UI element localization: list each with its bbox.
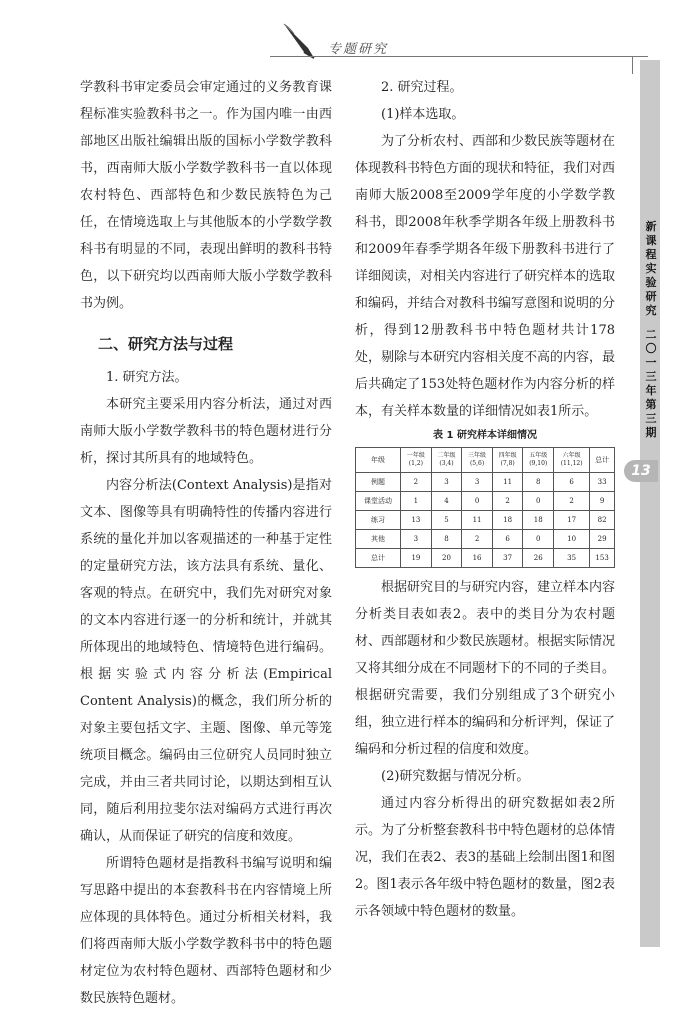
- table-cell: 10: [554, 530, 590, 549]
- table-cell: 0: [523, 530, 554, 549]
- subsection-heading: 1. 研究方法。: [106, 370, 188, 385]
- issue-char: 第: [645, 398, 657, 411]
- table-cell: 33: [590, 473, 615, 492]
- table-caption: 表 1 研究样本详细情况: [433, 430, 537, 441]
- journal-char: 新: [645, 220, 657, 233]
- issue-char: 〇: [645, 342, 657, 355]
- paragraph: 为了分析农村、西部和少数民族等题材在体现教科书特色方面的现状和特征，我们对西南师大版2008至2009学年度的小学数学教科书，即2008年秋季学期各年级上册教科书和2009年春季学期各年级下册教科书进行了详细阅读，对相关内容进行了研究样本的选取和编码，并结合对教科书编写意图和说明的分析，得到12册教科书中特色题材共计178处，剔除与本研究内容相关度不高的内容，最后共确定了153处特色题材作为内容分析的样本，有关样本数量的详细情况如表1所示。: [355, 134, 616, 419]
- table-cell: 37: [492, 549, 523, 568]
- grade-header: 四年级 (7,8): [492, 448, 523, 473]
- table-cell: 17: [554, 511, 590, 530]
- table-corner: 年级: [356, 448, 401, 473]
- table-cell: 26: [523, 549, 554, 568]
- grade-header: 六年级 (11,12): [554, 448, 590, 473]
- row-label: 其他: [356, 530, 401, 549]
- section-title: 专题研究: [328, 42, 389, 57]
- paragraph: 本研究主要采用内容分析法，通过对西南师大版小学数学教科书的特色题材进行分析，探讨其所具有的地域特色。: [80, 397, 332, 466]
- table-cell: 19: [401, 549, 432, 568]
- table-cell: 153: [590, 549, 615, 568]
- paragraph: 内容分析法(Context Analysis)是指对文本、图像等具有明确特性的传播内容进行系统的量化并加以客观描述的一种基于定性的定量研究方法，该方法具有系统、量化、客观的特点。在研究中，我们先对研究对象的文本内容进行逐一的分析和统计，并就其所体现出的地域特色、情境特色进行编码。根据实验式内容分析法(Empirical Content Analysis)的概念，我们所分析的对象主要包括文字、主题、图像、单元等笼统项目概念。编码由三位研究人员同时独立完成，并由三者共同讨论，以期达到相互认同，随后利用拉斐尔法对编码方式进行再次确认，从而保证了研究的信度和效度。: [80, 478, 332, 844]
- row-label: 例题: [356, 473, 401, 492]
- paragraph: 学教科书审定委员会审定通过的义务教育课程标准实验教科书之一。作为国内唯一由西部地区出版社编辑出版的国标小学数学教科书，西南师大版小学数学教科书一直以体现农村特色、西部特色和少数民族特色为己任，在情境选取上与其他版本的小学数学教科书有明显的不同，表现出鲜明的教科书特色，以下研究均以西南师大版小学数学教科书为例。: [80, 80, 332, 311]
- subsection-heading: 2. 研究过程。: [381, 80, 463, 95]
- page-header: [0, 0, 680, 70]
- table-cell: 8: [523, 473, 554, 492]
- journal-name: [644, 220, 658, 440]
- journal-char: 实: [645, 262, 657, 275]
- table-cell: 8: [431, 530, 462, 549]
- table-cell: 3: [431, 473, 462, 492]
- table-cell: 18: [523, 511, 554, 530]
- sample-table: [355, 447, 615, 568]
- section-heading: 二、研究方法与过程: [98, 335, 234, 353]
- table-cell: 18: [492, 511, 523, 530]
- issue-char: 三: [645, 370, 657, 383]
- journal-char: 研: [645, 290, 657, 303]
- issue-char: 三: [645, 412, 657, 425]
- table-cell: 29: [590, 530, 615, 549]
- table-cell: 0: [523, 492, 554, 511]
- paragraph: 所谓特色题材是指教科书编写说明和编写思路中提出的本套教科书在内容情境上所应体现的具体特色。通过分析相关材料，我们将西南师大版小学数学教科书中的特色题材定位为农村特色题材、西部特色题材和少数民族特色题材。: [80, 856, 332, 1006]
- journal-char: 程: [645, 248, 657, 261]
- issue-char: 二: [645, 328, 657, 341]
- table-row: [356, 549, 615, 568]
- issue-char: 期: [645, 426, 657, 439]
- header-rule-vertical: [632, 56, 633, 74]
- table-cell: 3: [401, 530, 432, 549]
- table-cell: 11: [462, 511, 493, 530]
- table-row: [356, 473, 615, 492]
- grade-header: 二年级 (3,4): [431, 448, 462, 473]
- table-row: [356, 530, 615, 549]
- table-cell: 13: [401, 511, 432, 530]
- table-cell: 35: [554, 549, 590, 568]
- left-column: [80, 74, 332, 1012]
- table-row: [356, 511, 615, 530]
- table-cell: 5: [431, 511, 462, 530]
- grade-header: 一年级 (1,2): [401, 448, 432, 473]
- subsection-heading: (2)研究数据与情况分析。: [381, 769, 530, 784]
- table-cell: 3: [462, 473, 493, 492]
- side-band: [640, 60, 660, 947]
- row-label: 课堂活动: [356, 492, 401, 511]
- table-row: [356, 492, 615, 511]
- table-cell: 0: [462, 492, 493, 511]
- table-cell: 4: [431, 492, 462, 511]
- journal-char: 验: [645, 276, 657, 289]
- table-cell: 9: [590, 492, 615, 511]
- table-cell: 82: [590, 511, 615, 530]
- table-cell: 16: [462, 549, 493, 568]
- table-cell: 2: [492, 492, 523, 511]
- table-cell: 6: [554, 473, 590, 492]
- row-label: 总计: [356, 549, 401, 568]
- right-column: [355, 74, 615, 925]
- table-cell: 6: [492, 530, 523, 549]
- paragraph: 通过内容分析得出的研究数据如表2所示。为了分析整套教科书中特色题材的总体情况，我们在表2、表3的基础上绘制出图1和图2。图1表示各年级中特色题材的数量，图2表示各领域中特色题材的数量。: [355, 796, 616, 919]
- issue-char: 一: [645, 356, 657, 369]
- journal-char: 究: [645, 304, 657, 317]
- header-rule: [270, 56, 648, 57]
- grade-header: 五年级 (9,10): [523, 448, 554, 473]
- row-label: 练习: [356, 511, 401, 530]
- table-cell: 2: [401, 473, 432, 492]
- page-number: 13: [624, 460, 658, 482]
- table-cell: 11: [492, 473, 523, 492]
- total-header: 总计: [590, 448, 615, 473]
- grade-header: 三年级 (5,6): [462, 448, 493, 473]
- table-cell: 2: [462, 530, 493, 549]
- table-cell: 20: [431, 549, 462, 568]
- issue-char: 年: [645, 384, 657, 397]
- journal-char: 课: [645, 234, 657, 247]
- paragraph: 根据研究目的与研究内容，建立样本内容分析类目表如表2。表中的类目分为农村题材、西部题材和少数民族题材。根据实际情况又将其细分成在不同题材下的不同的子类目。根据研究需要，我们分别组成了3个研究小组，独立进行样本的编码和分析评判，保证了编码和分析过程的信度和效度。: [355, 580, 616, 757]
- table-cell: 2: [554, 492, 590, 511]
- table-cell: 1: [401, 492, 432, 511]
- table-header-row: [356, 448, 615, 473]
- subsection-heading: (1)样本选取。: [381, 107, 465, 122]
